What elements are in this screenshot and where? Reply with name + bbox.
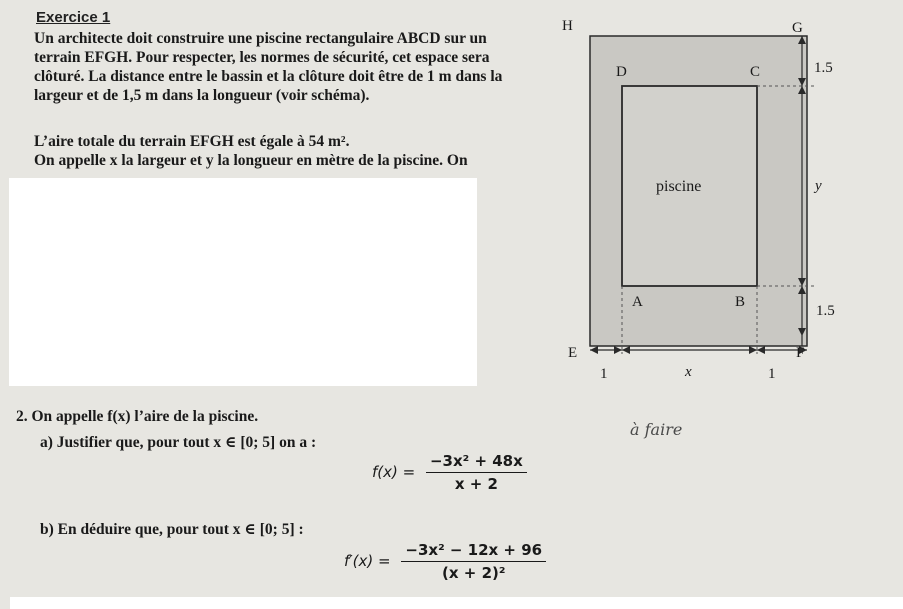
intro-paragraph <box>34 29 549 105</box>
intro-line: largeur et de 1,5 m dans la longueur (voir schéma). <box>34 87 370 104</box>
question-2a: a) Justifier que, pour tout x ∈ [0; 5] on a : <box>40 434 317 451</box>
label-A: A <box>632 294 643 310</box>
label-D: D <box>616 64 627 80</box>
naming-line: On appelle x la largeur et y la longueur en mètre de la piscine. On <box>34 152 468 169</box>
redaction-box <box>9 178 477 386</box>
label-y: y <box>815 178 822 194</box>
area-line: L’aire totale du terrain EFGH est égale à 54 m². <box>34 133 350 150</box>
label-E: E <box>568 345 578 361</box>
handwritten-note: à faire <box>630 420 683 439</box>
formula-fprime <box>344 541 546 582</box>
intro-line: terrain EFGH. Pour respecter, les normes de sécurité, cet espace sera <box>34 49 490 66</box>
label-G: G <box>792 20 803 36</box>
formula-fprime-denominator: (x + 2)² <box>442 564 506 582</box>
formula-fprime-lhs: f′(x) = <box>344 552 391 570</box>
formula-fprime-numerator: −3x² − 12x + 96 <box>401 541 546 562</box>
label-left-margin: 1 <box>600 366 608 382</box>
intro-line: Un architecte doit construire une piscine rectangulaire ABCD sur un <box>34 30 487 47</box>
label-C: C <box>750 64 761 80</box>
formula-fprime-fraction <box>401 541 546 582</box>
formula-f-numerator: −3x² + 48x <box>426 452 527 473</box>
label-right-margin: 1 <box>768 366 776 382</box>
pool-label: piscine <box>656 178 702 195</box>
formula-f-denominator: x + 2 <box>454 475 498 493</box>
area-statement <box>34 132 549 170</box>
question-2b: b) En déduire que, pour tout x ∈ [0; 5] : <box>40 521 304 538</box>
bottom-edge-strip <box>10 597 903 609</box>
label-H: H <box>562 18 573 34</box>
label-top-margin: 1.5 <box>814 60 833 76</box>
formula-f-lhs: f(x) = <box>372 463 416 481</box>
label-x: x <box>685 364 692 380</box>
intro-line: clôturé. La distance entre le bassin et la clôture doit être de 1 m dans la <box>34 68 503 85</box>
label-bottom-margin: 1.5 <box>816 303 835 319</box>
label-B: B <box>735 294 746 310</box>
formula-f <box>372 452 527 493</box>
label-F: F <box>796 345 805 361</box>
formula-f-fraction <box>426 452 527 493</box>
question-2-heading: 2. On appelle f(x) l’aire de la piscine. <box>16 408 259 425</box>
terrain-diagram <box>552 10 852 388</box>
exercise-title: Exercice 1 <box>36 9 111 26</box>
